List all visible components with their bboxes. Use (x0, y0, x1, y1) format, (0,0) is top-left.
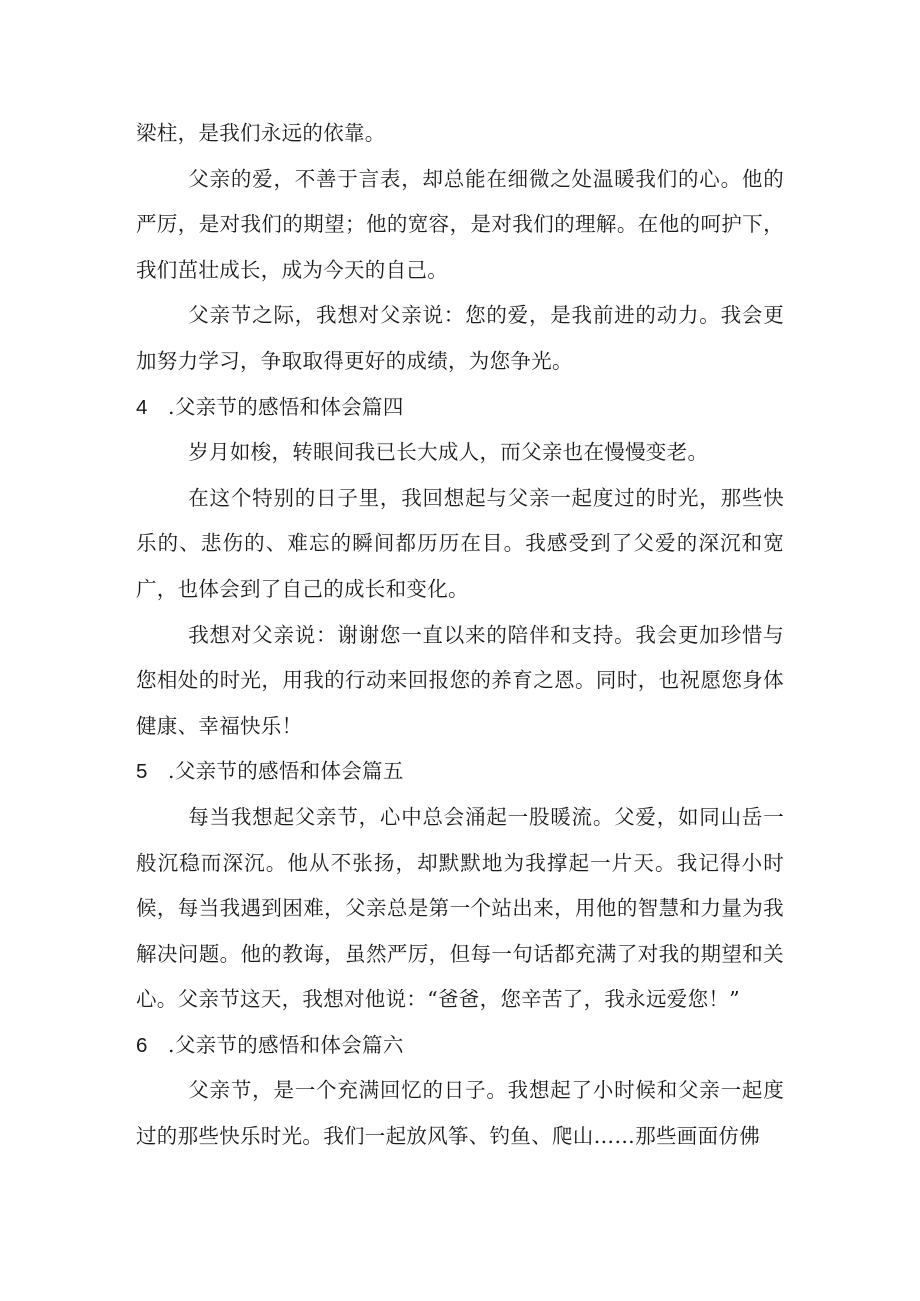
section-number: 5 (136, 760, 148, 784)
paragraph-continued: 梁柱，是我们永远的依靠。 (136, 121, 386, 145)
section-heading-5 (136, 749, 784, 795)
section-heading-4 (136, 385, 784, 431)
paragraph: 父亲的爱，不善于言表，却总能在细微之处温暖我们的心。他的严厉，是对我们的期望；他的宽容，是对我们的理解。在他的呵护下，我们茁壮成长，成为今天的自己。 (136, 166, 784, 282)
paragraph: 父亲节，是一个充满回忆的日子。我想起了小时候和父亲一起度过的那些快乐时光。我们一起放风筝、钓鱼、爬山……那些画面仿佛 (136, 1078, 784, 1149)
paragraph: 每当我想起父亲节，心中总会涌起一股暖流。父爱，如同山岳一般沉稳而深沉。他从不张扬，却默默地为我撑起一片天。我记得小时候，每当我遇到困难，父亲总是第一个站出来，用他的智慧和力量为我解决问题。他的教诲，虽然严厉，但每一句话都充满了对我的期望和关心。父亲节这天，我想对他说：“爸爸，您辛苦了，我永远爱您！” (136, 804, 784, 1012)
paragraph: 岁月如梭，转眼间我已长大成人，而父亲也在慢慢变老。 (188, 440, 709, 465)
paragraph: 父亲节之际，我想对父亲说：您的爱，是我前进的动力。我会更加努力学习，争取取得更好的成绩，为您争光。 (136, 303, 784, 373)
section-number: 6 (136, 1033, 148, 1057)
section-title: .父亲节的感悟和体会篇五 (168, 759, 404, 784)
section-title: .父亲节的感悟和体会篇四 (168, 394, 404, 419)
section-title: .父亲节的感悟和体会篇六 (168, 1032, 404, 1057)
section-number: 4 (136, 395, 148, 419)
paragraph: 我想对父亲说：谢谢您一直以来的陪伴和支持。我会更加珍惜与您相处的时光，用我的行动来回报您的养育之恩。同时，也祝愿您身体健康、幸福快乐！ (136, 622, 784, 738)
paragraph: 在这个特别的日子里，我回想起与父亲一起度过的时光，那些快乐的、悲伤的、难忘的瞬间都历历在目。我感受到了父爱的深沉和宽广，也体会到了自己的成长和变化。 (136, 485, 784, 601)
section-heading-6 (136, 1023, 784, 1069)
document-body (136, 111, 784, 1160)
